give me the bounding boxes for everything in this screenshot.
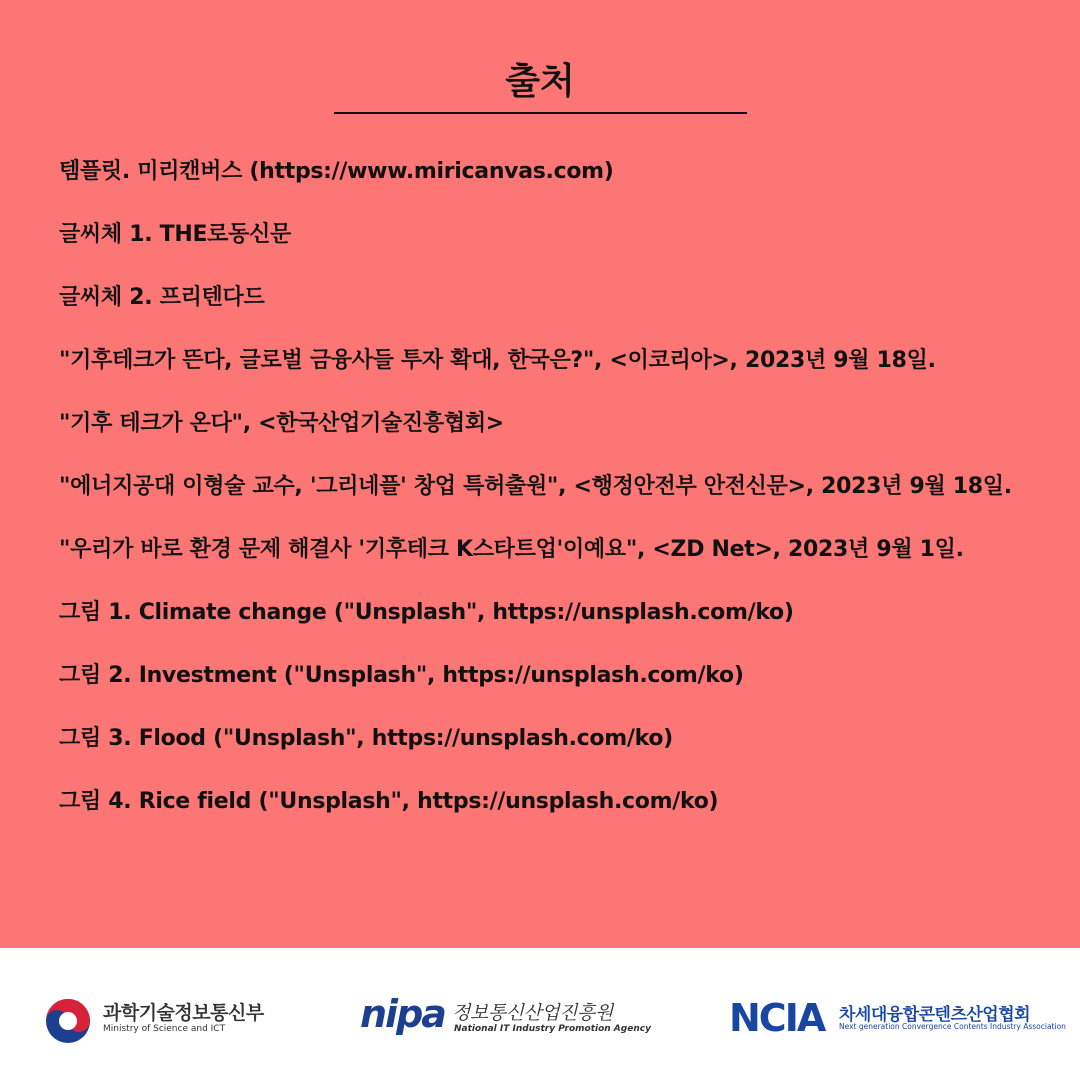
source-item: "기후 테크가 온다", <한국산업기술진흥협회>	[59, 411, 504, 436]
source-item: 그림 4. Rice field ("Unsplash", https://unsplash.com/ko)	[59, 789, 719, 814]
source-item: "에너지공대 이형술 교수, '그리네플' 창업 특허출원", <행정안전부 안전신문>, 2023년 9월 18일.	[59, 474, 1012, 499]
source-item: 글씨체 2. 프리텐다드	[59, 285, 265, 310]
source-item: 그림 3. Flood ("Unsplash", https://unsplash.com/ko)	[59, 726, 673, 751]
msit-name-ko: 과학기술정보통신부	[103, 1002, 264, 1024]
ncia-name-ko: 차세대융합콘텐츠산업협회	[839, 1005, 1031, 1025]
source-item: "기후테크가 뜬다, 글로벌 금융사들 투자 확대, 한국은?", <이코리아>, 2023년 9월 18일.	[59, 348, 936, 373]
msit-name-en: Ministry of Science and ICT	[103, 1024, 226, 1034]
ncia-name-en: Next generation Convergence Contents Industry Association	[839, 1022, 1066, 1031]
taegeuk-icon	[45, 998, 91, 1044]
source-item: 템플릿. 미리캔버스 (https://www.miricanvas.com)	[59, 159, 614, 184]
nipa-wordmark: nipa	[360, 992, 445, 1036]
source-item: 그림 1. Climate change ("Unsplash", https://unsplash.com/ko)	[59, 600, 794, 625]
source-item: 글씨체 1. THE로동신문	[59, 222, 291, 247]
nipa-name-en: National IT Industry Promotion Agency	[454, 1024, 651, 1034]
source-item: "우리가 바로 환경 문제 해결사 '기후테크 K스타트업'이예요", <ZD Net>, 2023년 9월 1일.	[59, 537, 964, 562]
source-item: 그림 2. Investment ("Unsplash", https://unsplash.com/ko)	[59, 663, 744, 688]
nipa-name-ko: 정보통신산업진흥원	[452, 1002, 613, 1024]
title-underline	[334, 112, 747, 114]
ncia-wordmark: NCIA	[729, 996, 825, 1040]
page-title: 출처	[505, 61, 575, 102]
sources-list	[59, 156, 1019, 849]
